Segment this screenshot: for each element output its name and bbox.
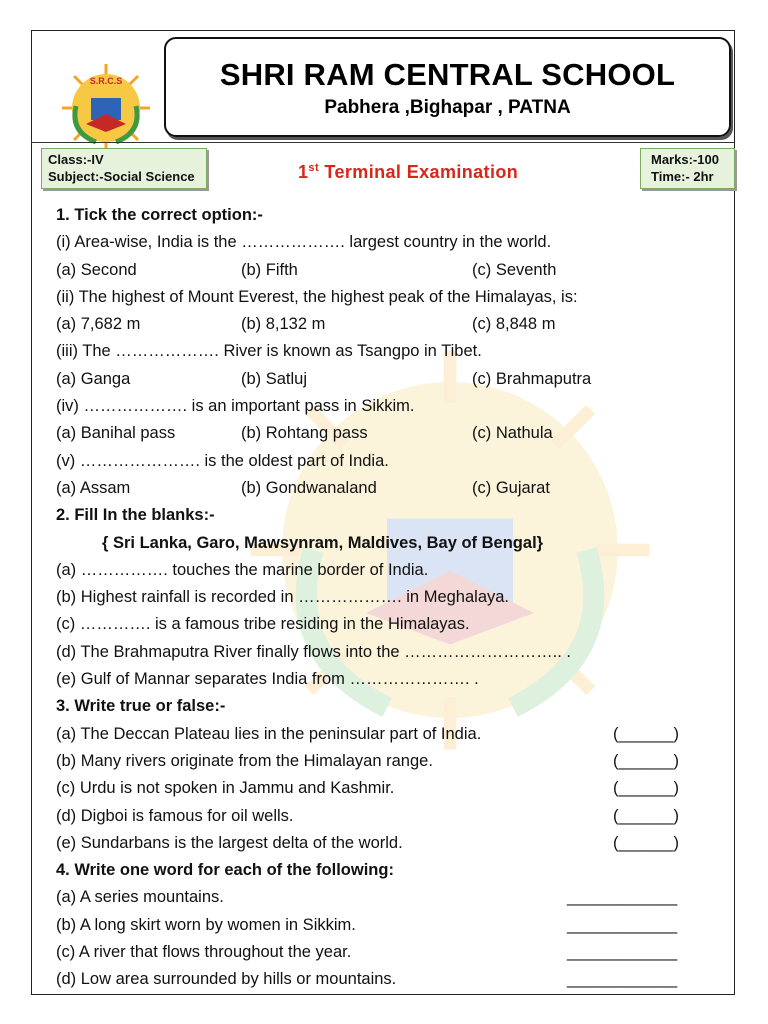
subject-label: Subject:-Social Science	[48, 169, 195, 184]
statement-text: (e) Sundarbans is the largest delta of the world.	[56, 833, 403, 852]
option-c: (c) Seventh	[472, 260, 557, 279]
question-text: (i) Area-wise, India is the ………………. largest country in the world.	[56, 233, 552, 252]
school-logo	[56, 62, 156, 154]
true-false-item	[56, 830, 716, 857]
marks-label: Marks:-100	[651, 152, 719, 167]
prompt-text: (c) A river that flows throughout the year.	[56, 943, 352, 962]
question-text: (ii) The highest of Mount Everest, the highest peak of the Himalayas, is:	[56, 287, 578, 306]
answer-line: ____________	[567, 970, 678, 989]
section4-heading: 4. Write one word for each of the following:	[56, 861, 394, 880]
answer-line: ____________	[567, 915, 678, 934]
fill-blank-item: (d) The Brahmaputra River finally flows into the ……………………….. .	[56, 642, 572, 661]
options-row	[56, 366, 716, 393]
statement-text: (b) Many rivers originate from the Himalayan range.	[56, 751, 433, 770]
section2-heading: 2. Fill In the blanks:-	[56, 506, 215, 525]
option-a: (a) Banihal pass	[56, 424, 176, 443]
answer-blank: (______)	[613, 779, 680, 798]
option-a: (a) Assam	[56, 478, 131, 497]
fill-blank-item: (c) …………. is a famous tribe residing in the Himalayas.	[56, 615, 470, 634]
question-text: (iv) ………………. is an important pass in Sikkim.	[56, 397, 415, 416]
option-c: (c) 8,848 m	[472, 315, 556, 334]
prompt-text: (d) Low area surrounded by hills or mountains.	[56, 970, 397, 989]
answer-line: ____________	[567, 943, 678, 962]
exam-title	[298, 162, 518, 183]
option-b: (b) Fifth	[241, 260, 298, 279]
option-c: (c) Nathula	[472, 424, 553, 443]
class-label: Class:-IV	[48, 152, 104, 167]
logo-text: S.R.C.S	[89, 76, 123, 86]
section3-heading: 3. Write true or false:-	[56, 697, 226, 716]
answer-blank: (______)	[613, 833, 680, 852]
time-label: Time:- 2hr	[651, 169, 714, 184]
section1-heading: 1. Tick the correct option:-	[56, 206, 263, 224]
prompt-text: (a) A series mountains.	[56, 888, 224, 907]
statement-text: (c) Urdu is not spoken in Jammu and Kashmir.	[56, 779, 395, 798]
exam-title-text: Terminal Examination	[324, 162, 519, 182]
options-row	[56, 257, 716, 284]
answer-blank: (______)	[613, 751, 680, 770]
options-row	[56, 420, 716, 447]
option-c: (c) Gujarat	[472, 478, 550, 497]
marks-time-box	[640, 148, 735, 189]
school-title-box	[164, 37, 731, 137]
answer-line: ____________	[567, 888, 678, 907]
option-b: (b) Gondwanaland	[241, 478, 377, 497]
exam-ordinal: 1	[298, 162, 309, 182]
option-c: (c) Brahmaputra	[472, 369, 592, 388]
exam-ordinal-suffix: st	[308, 162, 320, 174]
question-text: (iii) The ………………. River is known as Tsangpo in Tibet.	[56, 342, 482, 361]
statement-text: (a) The Deccan Plateau lies in the peninsular part of India.	[56, 724, 482, 743]
fill-blank-item: (e) Gulf of Mannar separates India from …………………. .	[56, 670, 479, 689]
option-b: (b) Satluj	[241, 369, 308, 388]
fill-blank-item: (a) ……………. touches the marine border of India.	[56, 560, 429, 579]
options-row	[56, 311, 716, 338]
class-subject-box	[41, 148, 207, 189]
one-word-item	[56, 884, 716, 911]
one-word-item	[56, 939, 716, 966]
one-word-item	[56, 966, 716, 993]
school-address: Pabhera ,Bighapar , PATNA	[324, 97, 571, 118]
fill-blank-item: (b) Highest rainfall is recorded in ………………. in Meghalaya.	[56, 588, 510, 607]
question-paper-body	[56, 202, 716, 994]
word-bank: { Sri Lanka, Garo, Mawsynram, Maldives, Bay of Bengal}	[102, 533, 544, 552]
option-a: (a) Ganga	[56, 369, 131, 388]
option-a: (a) 7,682 m	[56, 315, 141, 334]
options-row	[56, 475, 716, 502]
option-b: (b) 8,132 m	[241, 315, 326, 334]
prompt-text: (b) A long skirt worn by women in Sikkim.	[56, 915, 356, 934]
answer-blank: (______)	[613, 724, 680, 743]
true-false-item	[56, 803, 716, 830]
option-b: (b) Rohtang pass	[241, 424, 368, 443]
question-text: (v) …………………. is the oldest part of India.	[56, 451, 389, 470]
true-false-item	[56, 748, 716, 775]
true-false-item	[56, 721, 716, 748]
answer-blank: (______)	[613, 806, 680, 825]
statement-text: (d) Digboi is famous for oil wells.	[56, 806, 294, 825]
option-a: (a) Second	[56, 260, 137, 279]
header-divider	[31, 142, 735, 143]
school-name: SHRI RAM CENTRAL SCHOOL	[219, 57, 676, 92]
one-word-item	[56, 912, 716, 939]
true-false-item	[56, 775, 716, 802]
